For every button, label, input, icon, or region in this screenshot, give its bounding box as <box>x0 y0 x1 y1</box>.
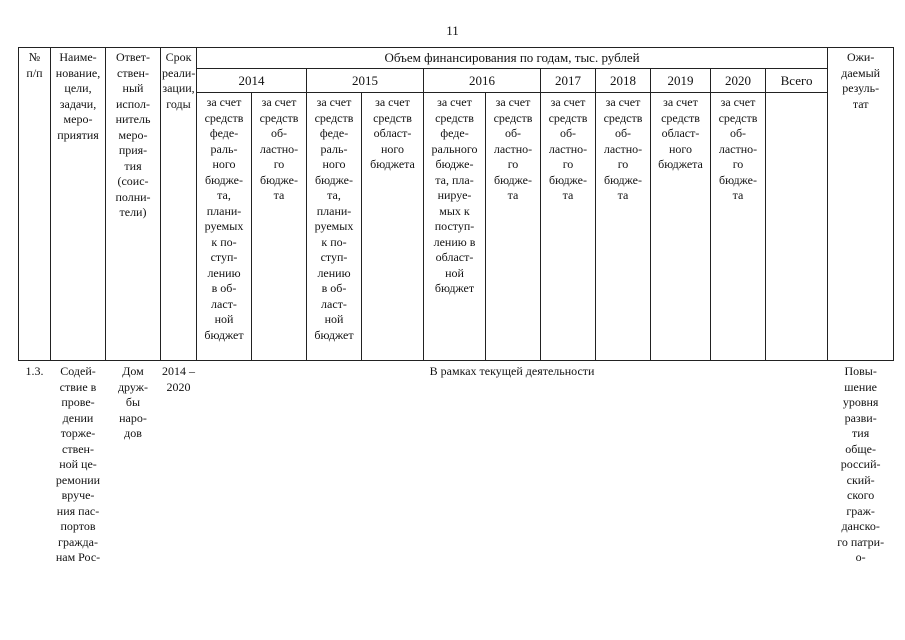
header-term: Срок реали- зации, годы <box>161 48 197 361</box>
source-2016-federal: за счет средств феде- рального бюдже- та, пла- нируе- мых к поступ- лению в област- ной бюджет <box>424 93 486 361</box>
header-executor: Ответ- ствен- ный испол- нитель меро- прия- тия (соис- полни- тели) <box>106 48 161 361</box>
source-2014-federal: за счет средств феде- раль- ного бюдже- та, плани- руемых к по- ступ- лению в об- ласт- ной бюджет <box>197 93 252 361</box>
source-total <box>766 93 828 361</box>
financing-table <box>18 47 894 568</box>
year-2018: 2018 <box>596 68 651 93</box>
header-result: Ожи- даемый резуль- тат <box>828 48 894 361</box>
year-2019: 2019 <box>651 68 711 93</box>
year-2020: 2020 <box>711 68 766 93</box>
row-result: Повы- шение уровня разви- тия обще- россий- ский- ского граж- данско- го патри- о- <box>837 364 885 564</box>
source-2014-regional: за счет средств об- ластно- го бюдже- та <box>252 93 307 361</box>
header-row-1 <box>19 48 894 69</box>
source-2017: за счет средств об- ластно- го бюдже- та <box>541 93 596 361</box>
source-2018: за счет средств об- ластно- го бюдже- та <box>596 93 651 361</box>
year-2017: 2017 <box>541 68 596 93</box>
header-financing: Объем финансирования по годам, тыс. рублей <box>197 48 828 69</box>
row-num: 1.3. <box>25 364 44 378</box>
header-num: № п/п <box>19 48 51 361</box>
row-executor: Дом друж- бы наро- дов <box>117 364 149 440</box>
source-2019: за счет средств област- ного бюджета <box>651 93 711 361</box>
row-financing: В рамках текущей деятельности <box>429 364 595 378</box>
row-term: 2014 – 2020 <box>162 364 195 394</box>
header-name: Наиме- нование, цели, задачи, меро- приятия <box>51 48 106 361</box>
source-2015-federal: за счет средств феде- раль- ного бюдже- та, плани- руемых к по- ступ- лению в об- ласт- ной бюджет <box>307 93 362 361</box>
year-2016: 2016 <box>424 68 541 93</box>
page-number: 11 <box>446 23 459 38</box>
row-name: Содей- ствие в прове- дении торже- ствен- ной це- ремонии вруче- ния пас- портов гражда- нам Рос- <box>55 364 101 564</box>
source-2020: за счет средств об- ластно- го бюдже- та <box>711 93 766 361</box>
source-2015-regional: за счет средств област- ного бюджета <box>362 93 424 361</box>
source-2016-regional: за счет средств об- ластно- го бюдже- та <box>486 93 541 361</box>
table-row <box>19 361 894 568</box>
year-2014: 2014 <box>197 68 307 93</box>
year-2015: 2015 <box>307 68 424 93</box>
year-total: Всего <box>766 68 828 93</box>
